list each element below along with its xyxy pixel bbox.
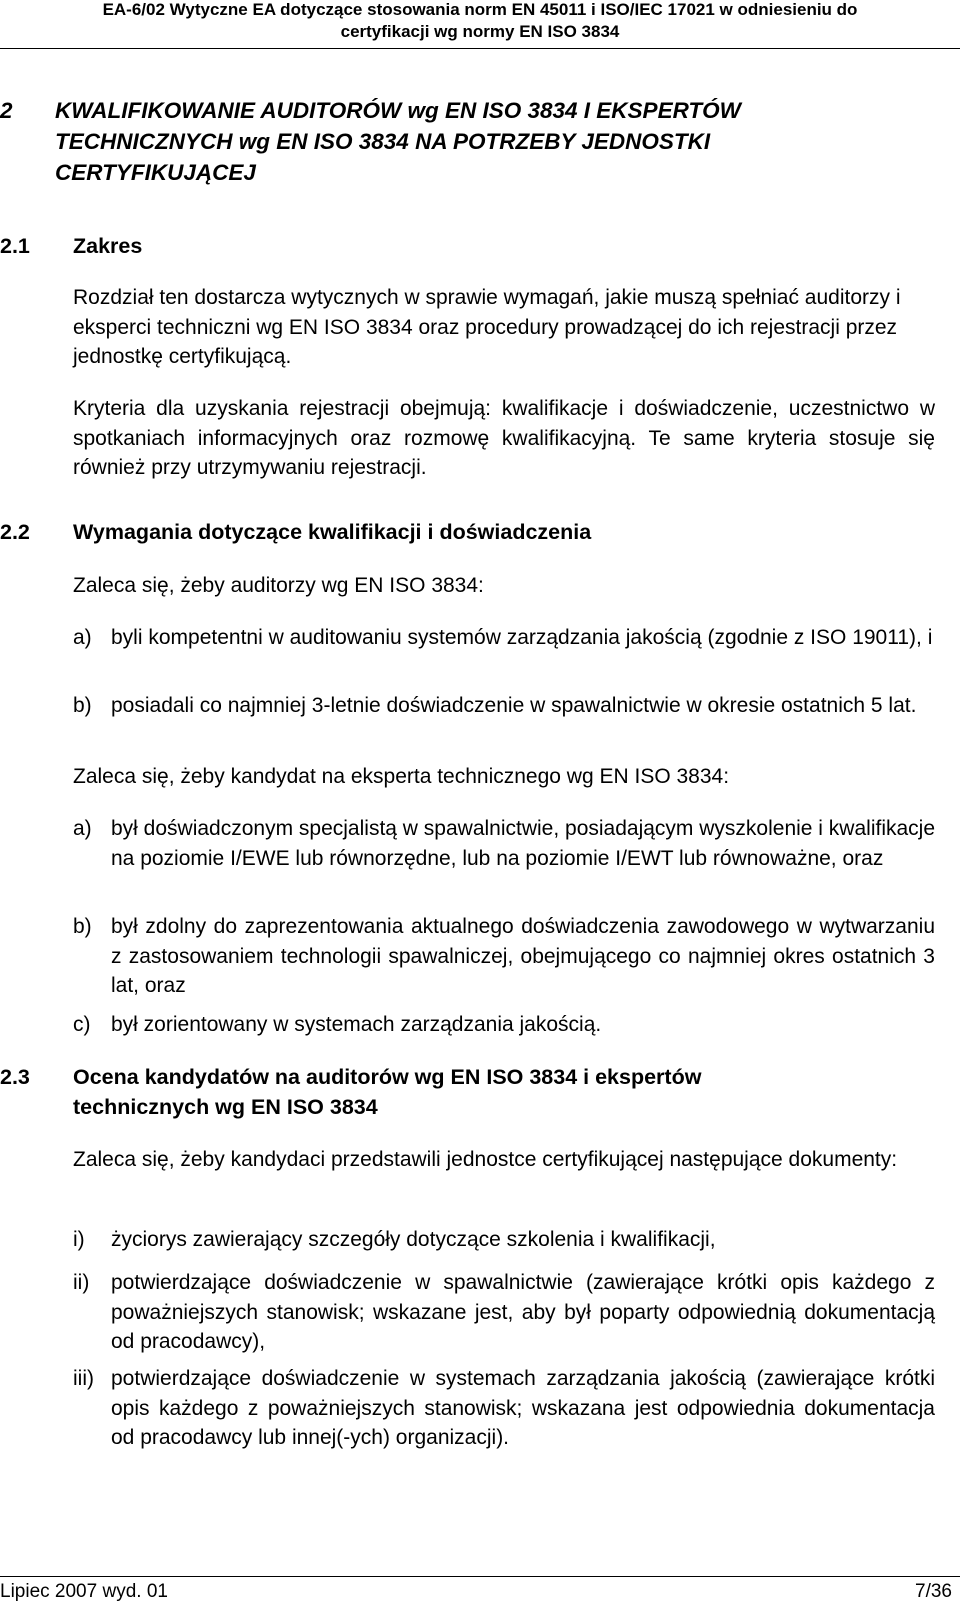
list-item-text: potwierdzające doświadczenie w systemach zarządzania jakością (zawierające krótki opis każdego z poważniejszych stanowisk; wskazana jest odpowiednia dokumentacja od pracodawcy lub innej(-ych) organizacji).: [111, 1367, 935, 1449]
section-2-3-number: 2.3: [0, 1065, 30, 1089]
header-title-line-1: EA-6/02 Wytyczne EA dotyczące stosowania norm EN 45011 i ISO/IEC 17021 w odniesieniu do: [102, 0, 858, 19]
footer-divider: [0, 1576, 960, 1577]
list-item-label: i): [73, 1228, 85, 1251]
section-2-1-title: Zakres: [73, 234, 143, 258]
section-2-1-paragraph-1: Rozdział ten dostarcza wytycznych w sprawie wymagań, jakie muszą spełniać auditorzy i eksperci techniczni wg EN ISO 3834 oraz procedury prowadzącej do ich rejestracji przez jednostkę certyfikującą.: [73, 286, 901, 368]
list-item-label: iii): [73, 1367, 94, 1390]
footer-edition: Lipiec 2007 wyd. 01: [0, 1581, 168, 1602]
list-item-text: byli kompetentni w auditowaniu systemów zarządzania jakością (zgodnie z ISO 19011), i: [111, 626, 933, 649]
section-2-title: [55, 95, 935, 188]
section-2-title-line-3: CERTYFIKUJĄCEJ: [55, 160, 256, 185]
header-divider: [0, 48, 960, 49]
section-2-2-title: Wymagania dotyczące kwalifikacji i doświadczenia: [73, 520, 592, 544]
list-item-label: b): [73, 915, 92, 938]
list-item-label: ii): [73, 1271, 90, 1294]
section-2-title-line-1: KWALIFIKOWANIE AUDITORÓW wg EN ISO 3834 I EKSPERTÓW: [55, 98, 741, 123]
list-item-label: b): [73, 694, 92, 717]
list-item-label: a): [73, 817, 92, 840]
section-2-3-title-line-2: technicznych wg EN ISO 3834: [73, 1095, 378, 1119]
list-item-label: c): [73, 1013, 91, 1036]
section-2-3-title-line-1: Ocena kandydatów na auditorów wg EN ISO 3834 i ekspertów: [73, 1065, 702, 1089]
list-item-text: potwierdzające doświadczenie w spawalnictwie (zawierające krótki opis każdego z poważniejszych stanowisk; wskazane jest, aby był poparty odpowiednią dokumentacją od pracodawcy),: [111, 1271, 935, 1353]
section-2-title-line-2: TECHNICZNYCH wg EN ISO 3834 NA POTRZEBY JEDNOSTKI: [55, 129, 711, 154]
header-title-line-2: certyfikacji wg normy EN ISO 3834: [340, 22, 620, 41]
list-item-text: posiadali co najmniej 3-letnie doświadczenie w spawalnictwie w okresie ostatnich 5 lat.: [111, 694, 917, 717]
list-item-text: był zdolny do zaprezentowania aktualnego doświadczenia zawodowego w wytwarzaniu z zastosowaniem technologii spawalniczej, obejmującego co najmniej okres ostatnich 3 lat, oraz: [111, 915, 935, 997]
section-2-3-intro: Zaleca się, żeby kandydaci przedstawili jednostce certyfikującej następujące dokumenty:: [73, 1148, 898, 1171]
section-2-3-title: [73, 1062, 943, 1122]
section-2-number: 2: [0, 98, 13, 123]
section-2-2-intro-auditors: Zaleca się, żeby auditorzy wg EN ISO 3834:: [73, 574, 484, 597]
list-item-text: był doświadczonym specjalistą w spawalnictwie, posiadającym wyszkolenie i kwalifikacje na poziomie I/EWE lub równorzędne, lub na poziomie I/EWT lub równoważne, oraz: [111, 817, 936, 870]
page-number: 7/36: [915, 1581, 952, 1602]
list-item-label: a): [73, 626, 92, 649]
section-2-1-number: 2.1: [0, 234, 30, 258]
section-2-1-paragraph-2: Kryteria dla uzyskania rejestracji obejmują: kwalifikacje i doświadczenie, uczestnictwo w spotkaniach informacyjnych oraz rozmowę kwalifikacyjną. Te same kryteria stosuje się również przy utrzymywaniu rejestracji.: [73, 397, 935, 479]
section-2-2-intro-experts: Zaleca się, żeby kandydat na eksperta technicznego wg EN ISO 3834:: [73, 765, 730, 788]
list-item-text: był zorientowany w systemach zarządzania jakością.: [111, 1013, 602, 1036]
section-2-2-number: 2.2: [0, 520, 30, 544]
list-item-text: życiorys zawierający szczegóły dotyczące szkolenia i kwalifikacji,: [111, 1228, 716, 1251]
